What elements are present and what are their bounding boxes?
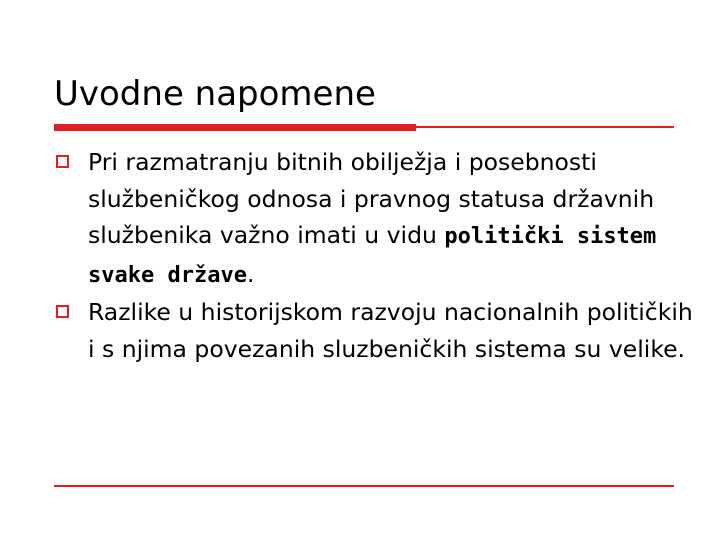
bullet-item-2 [54, 294, 694, 367]
bullet-item-1 [54, 144, 694, 294]
bullet-list [54, 144, 694, 367]
bullet-emphasis: politički sistem svake države [88, 224, 657, 288]
bullet-text-part: . [246, 259, 255, 288]
bullet-text: Razlike u historijskom razvoju nacionalnih političkih i s njima povezanih sluzbeničkih sistema su velike. [88, 298, 693, 363]
hollow-square-bullet-icon [56, 305, 69, 318]
bullet-text [88, 148, 656, 288]
title-divider-line [416, 126, 674, 128]
title-accent-bar [54, 124, 416, 131]
slide-title: Uvodne napomene [54, 74, 376, 114]
bullet-text-part: Pri razmatranju bitnih obilježja i posebnosti službeničkog odnosa i pravnog statusa državnih službenika važno imati u vidu [88, 148, 655, 249]
hollow-square-bullet-icon [56, 155, 69, 168]
footer-divider-line [54, 485, 674, 487]
